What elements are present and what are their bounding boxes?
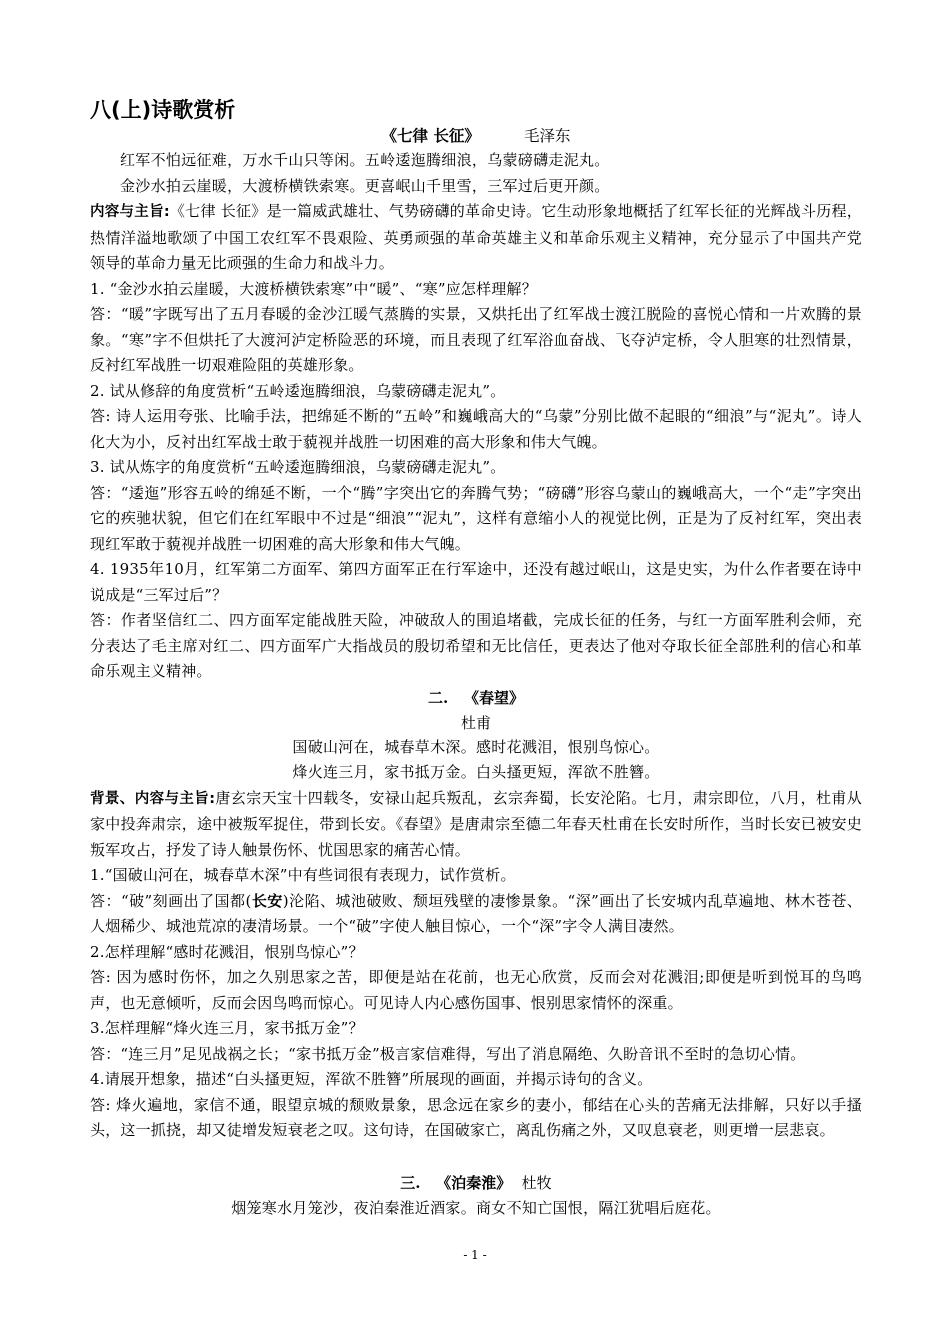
poem2-heading [90,685,862,711]
poem1-theme-text: 《七律 长征》是一篇威武雄壮、气势磅礴的革命史诗。它生动形象地概括了红军长征的光辉战斗历程，热情洋溢地歌颂了中国工农红军不畏艰险、英勇顽强的革命英雄主义和革命乐观主义精神，充分显示了中国共产党领导的革命力量无比顽强的生命力和战斗力。 [90,202,862,272]
poem1-question-1: 1. “金沙水拍云崖暖，大渡桥横铁索寒”中“暖”、“寒”应怎样理解？ [90,279,537,298]
answer-text: 答：“破”刻画出了国都( [90,891,252,910]
poem1-title: 《七律 长征》 [381,126,480,145]
poem2-question-2: 2.怎样理解“感时花溅泪，恨别鸟惊心”？ [90,942,364,961]
poem1-question-3: 3. 试从炼字的角度赏析“五岭逶迤腾细浪，乌蒙磅礴走泥丸”。 [90,458,506,476]
poem2-author: 杜甫 [460,713,491,732]
poem1-line-1: 红军不怕远征难，万水千山只等闲。五岭逶迤腾细浪，乌蒙磅礴走泥丸。 [120,151,610,169]
poem2-line-2: 烽火连三月，家书抵万金。白头搔更短，浑欲不胜簪。 [292,763,660,781]
document-page [90,96,862,1221]
poem2-question-3: 3.怎样理解“烽火连三月，家书抵万金”？ [90,1019,364,1037]
poem2-answer-2: 答: 因为感时伤怀，加之久别思家之苦，即便是站在花前，也无心欣赏，反而会对花溅泪;即便是听到悦耳的鸟鸣声，也无意倾听，反而会因鸟鸣而惊心。可见诗人内心感伤国事、恨别思家情怀的深重。 [90,968,862,1012]
poem1-author: 毛泽东 [523,127,571,145]
poem1-answer-1: 答：“暖”字既写出了五月春暖的金沙江暖气蒸腾的实景，又烘托出了红军战士渡江脱险的喜悦心情和一片欢腾的景象。“寒”字不但烘托了大渡河泸定桥险恶的环境，而且表现了红军浴血奋战、飞夺泸定桥，令人胆寒的壮烈情景，反衬红军战胜一切艰难险阻的英雄形象。 [90,305,862,374]
poem2-background-label: 背景、内容与主旨: [90,790,216,807]
poem3-number: 三. [400,1173,421,1192]
poem1-answer-3: 答：“逶迤”形容五岭的绵延不断，一个“腾”字突出它的奔腾气势；“磅礴”形容乌蒙山的巍峨高大，一个“走”字突出它的疾驰状貌，但它们在红军眼中不过是“细浪”“泥丸”，这样有意缩小人的视觉比例，正是为了反衬红军，突出表现红军敢于藐视并战胜一切困难的高大形象和伟大气魄。 [90,483,862,553]
poem1-line-2: 金沙水拍云崖暖，大渡桥横铁索寒。更喜岷山千里雪，三军过后更开颜。 [120,176,610,195]
poem2-question-4: 4.请展开想象，描述“白头搔更短，浑欲不胜簪”所展现的画面，并揭示诗句的含义。 [90,1070,653,1088]
document-title: 八(上)诗歌赏析 [90,98,236,122]
poem1-answer-4: 答：作者坚信红二、四方面军定能战胜天险，冲破敌人的围追堵截，完成长征的任务，与红一方面军胜利会师，充分表达了毛主席对红二、四方面军广大指战员的殷切希望和无比信任，更表达了他对夺取长征全部胜利的信心和革命乐观主义精神。 [90,611,862,680]
poem2-question-1: 1.“国破山河在，城春草木深”中有些词很有表现力，试作赏析。 [90,866,516,884]
poem3-title: 《泊秦淮》 [436,1173,512,1192]
poem3-heading [90,1170,862,1196]
poem3-line: 烟笼寒水月笼沙，夜泊秦淮近酒家。商女不知亡国恨，隔江犹唱后庭花。 [231,1198,721,1217]
poem1-question-4: 4. 1935年10月，红军第二方面军、第四方面军正在行军途中，还没有越过岷山，这是史实，为什么作者要在诗中说成是“三军过后”？ [90,560,862,604]
page-number: - 1 - [463,1248,487,1262]
answer-bold-text: 长安 [251,891,283,910]
poem2-answer-3: 答：“连三月”足见战祸之长；“家书抵万金”极言家信难得，写出了消息隔绝、久盼音讯不至时的急切心情。 [90,1044,806,1063]
poem2-line-1: 国破山河在，城春草木深。感时花溅泪，恨别鸟惊心。 [292,737,660,756]
poem2-answer-1 [90,889,862,940]
poem1-question-2: 2. 试从修辞的角度赏析“五岭逶迤腾细浪，乌蒙磅礴走泥丸”。 [90,381,506,400]
poem2-title: 《春望》 [463,688,524,707]
poem1-theme-label: 内容与主旨: [90,204,170,220]
poem1-theme [90,199,862,277]
poem2-answer-4: 答: 烽火遍地，家信不通，眼望京城的颓败景象，思念远在家乡的妻小，郁结在心头的苦痛无法排解，只好以手搔头，这一抓挠，却又徒增发短衰老之叹。这句诗，在国破家亡，离乱伤痛之外，又叹息衰老，则更增一层悲哀。 [90,1095,862,1139]
poem2-background [90,786,862,864]
poem1-heading [90,124,862,148]
poem1-answer-2: 答: 诗人运用夸张、比喻手法，把绵延不断的“五岭”和巍峨高大的“乌蒙”分别比做不起眼的“细浪”与“泥丸”。诗人化大为小，反衬出红军战士敢于藐视并战胜一切困难的高大形象和伟大气魄。 [90,407,862,451]
answer-text: )沦陷、城池破败、颓垣残壁的凄惨景象。“深”画出了长安城内乱草遍地、林木苍苍、人烟稀少、城池荒凉的凄清场景。一个“破”字使人触目惊心，一个“深”字令人满目凄然。 [90,891,863,935]
poem3-author: 杜牧 [521,1173,552,1192]
poem2-background-text: 唐玄宗天宝十四载冬，安禄山起兵叛乱，玄宗奔蜀，长安沦陷。七月，肃宗即位，八月，杜甫从家中投奔肃宗，途中被叛军捉住，带到长安。《春望》是唐肃宗至德二年春天杜甫在长安时所作，当时长安已被安史叛军攻占，抒发了诗人触景伤怀、忧国思家的痛苦心情。 [90,788,862,859]
poem2-number: 二. [428,688,449,707]
